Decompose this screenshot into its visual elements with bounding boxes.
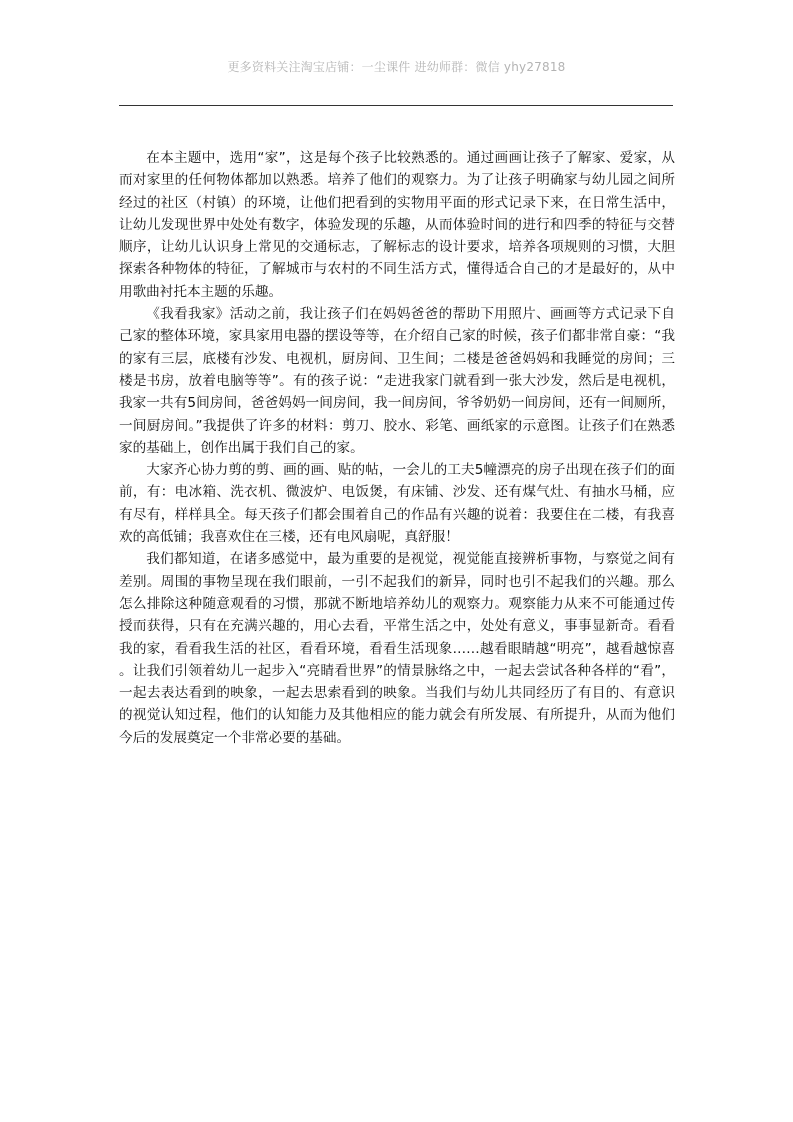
paragraph-observation: 我们都知道，在诸多感觉中，最为重要的是视觉，视觉能直接辨析事物，与察觉之间有差别。周围的事物呈现在我们眼前，一引不起我们的新异，同时也引不起我们的兴趣。那么怎么排除这种随意观看的习惯，那就不断地培养幼儿的观察力。观察能力从来不可能通过传授而获得，只有在充满兴趣的，用心去看，平常生活之中，处处有意义，事事显新奇。看看我的家，看看我生活的社区，看看环境，看看生活现象……越看眼睛越“明亮”，越看越惊喜。让我们引领着幼儿一起步入“亮睛看世界”的情景脉络之中，一起去尝试各种各样的“看”，一起去表达看到的映象，一起去思索看到的映象。当我们与幼儿共同经历了有目的、有意识的视觉认知过程，他们的认知能力及其他相应的能力就会有所发展、有所提升，从而为他们今后的发展奠定一个非常必要的基础。 xyxy=(119,551,675,746)
paragraph-house-making: 大家齐心协力剪的剪、画的画、贴的帖，一会儿的工夫5幢漂亮的房子出现在孩子们的面前，有：电冰箱、洗衣机、微波炉、电饭煲，有床铺、沙发、还有煤气灶、有抽水马桶，应有尽有，样样具全。每天孩子们都会围着自己的作品有兴趣的说着：我要住在二楼，有我喜欢的高低铺；我喜欢住在三楼，还有电风扇呢，真舒服！ xyxy=(119,462,675,546)
document-body xyxy=(119,147,675,749)
paragraph-intro: 在本主题中，选用“家”，这是每个孩子比较熟悉的。通过画画让孩子了解家、爱家，从而对家里的任何物体都加以熟悉。培养了他们的观察力。为了让孩子明确家与幼儿园之间所经过的社区（村镇）的环境，让他们把看到的实物用平面的形式记录下来，在日常生活中，让幼儿发现世界中处处有数字，体验发现的乐趣，从而体验时间的进行和四季的特征与交替顺序，让幼儿认识身上常见的交通标志，了解标志的设计要求，培养各项规则的习惯，大胆探索各种物体的特征，了解城市与农村的不同生活方式，懂得适合自己的才是最好的，从中用歌曲衬托本主题的乐趣。 xyxy=(119,150,675,300)
paragraph-my-home-activity: 《我看我家》活动之前，我让孩子们在妈妈爸爸的帮助下用照片、画画等方式记录下自己家的整体环境，家具家用电器的摆设等等，在介绍自己家的时候，孩子们都非常自豪：“我的家有三层，底楼有沙发、电视机，厨房间、卫生间；二楼是爸爸妈妈和我睡觉的房间；三楼是书房，放着电脑等等”。有的孩子说：“走进我家门就看到一张大沙发，然后是电视机，我家一共有5间房间，爸爸妈妈一间房间，我一间房间，爷爷奶奶一间房间，还有一间厕所，一间厨房间。”我提供了许多的材料：剪刀、胶水、彩笔、画纸家的示意图。让孩子们在熟悉家的基础上，创作出属于我们自己的家。 xyxy=(119,306,675,456)
header-divider xyxy=(119,105,673,106)
page-header: 更多资料关注淘宝店铺：一尘课件 进幼师群：微信 yhy27818 xyxy=(227,60,566,74)
